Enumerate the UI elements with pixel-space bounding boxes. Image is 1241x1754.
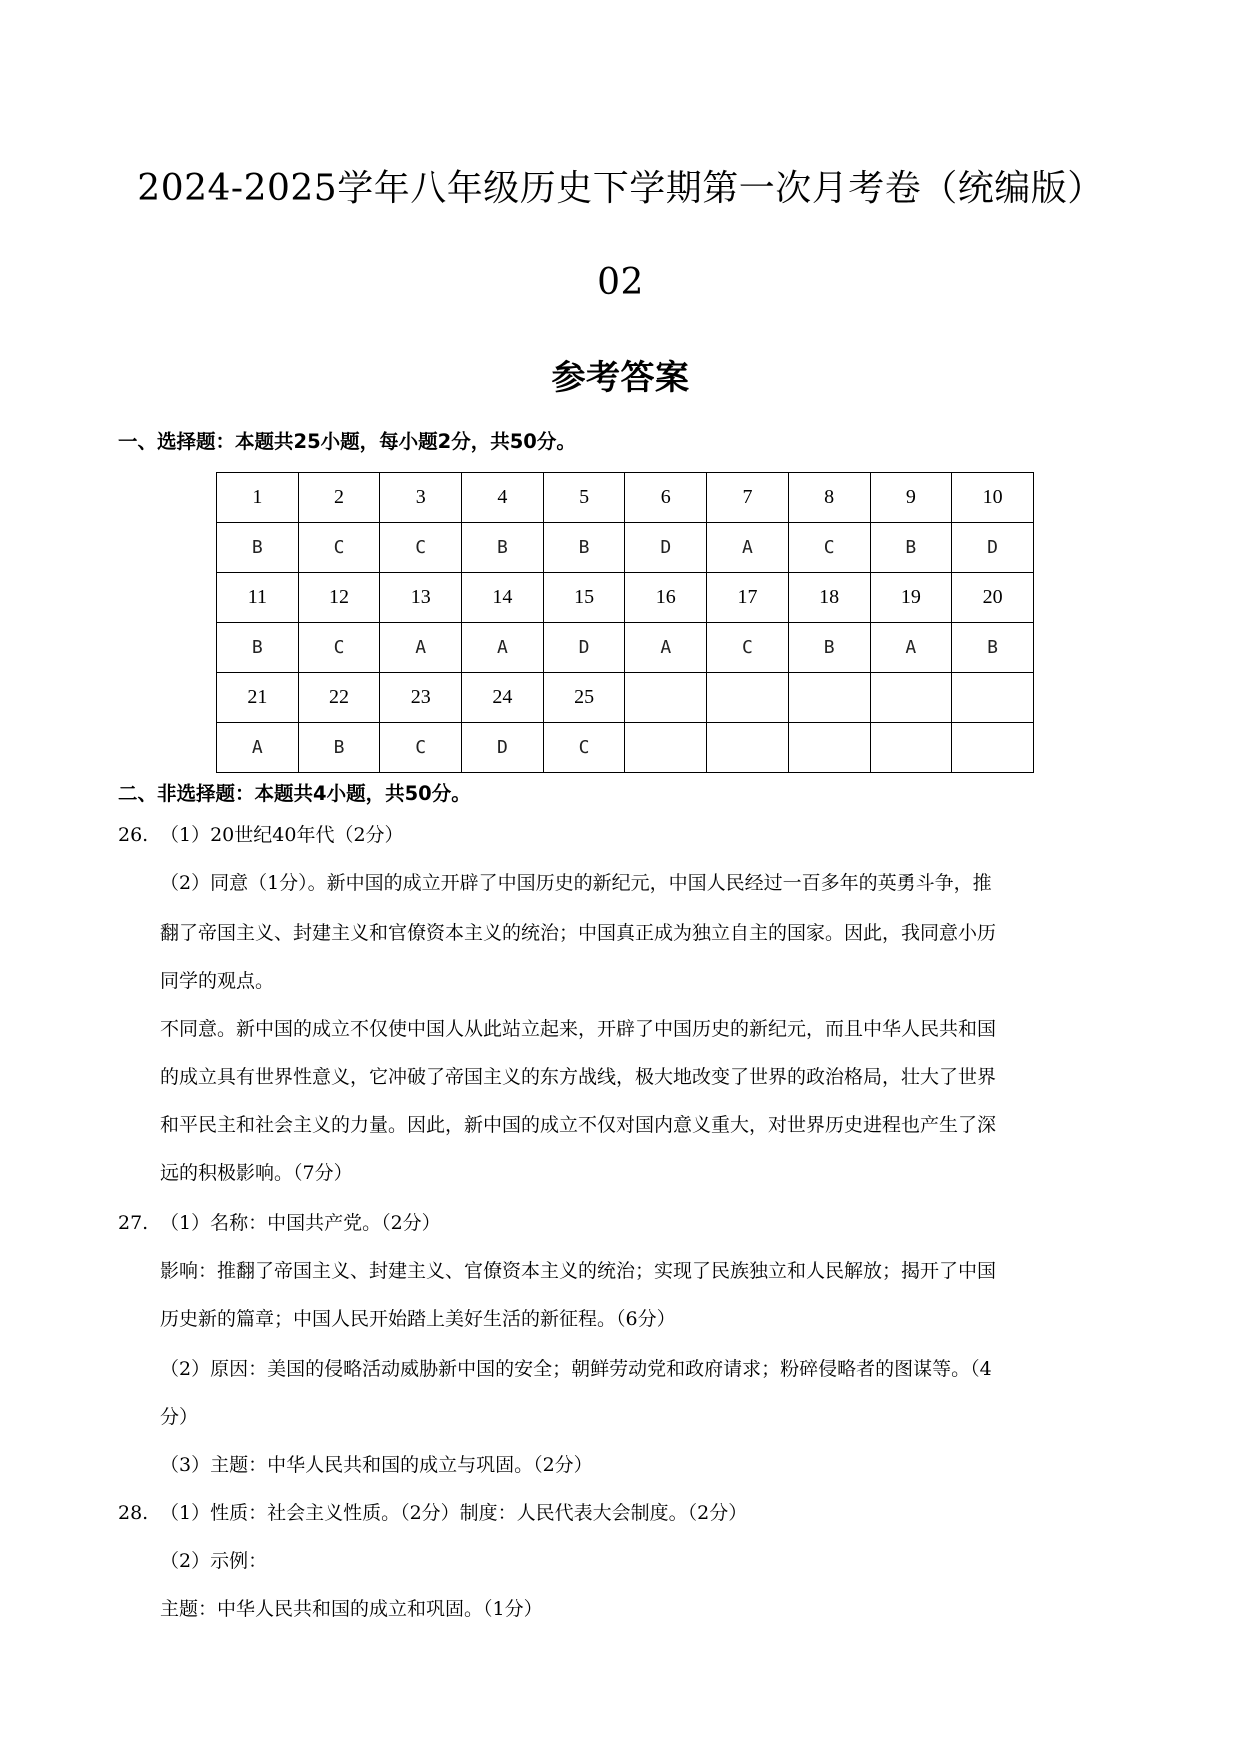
q27-line: 历史新的篇章；中国人民开始踏上美好生活的新征程。（6分） — [160, 1308, 676, 1330]
answer-table — [216, 472, 1034, 773]
question-number-cell: 12 — [298, 573, 380, 623]
question-number-cell: 21 — [217, 673, 299, 723]
q27-line: 影响：推翻了帝国主义、封建主义、官僚资本主义的统治；实现了民族独立和人民解放；揭开了中国 — [160, 1260, 997, 1282]
q26-line: 远的积极影响。（7分） — [160, 1162, 353, 1184]
table-row — [217, 723, 1034, 773]
empty-cell — [870, 673, 952, 723]
table-row — [217, 573, 1034, 623]
question-number-cell: 17 — [707, 573, 789, 623]
answer-cell: C — [788, 523, 870, 573]
answer-cell: A — [380, 623, 462, 673]
answer-cell: C — [380, 523, 462, 573]
question-number-cell: 23 — [380, 673, 462, 723]
question-number-cell: 22 — [298, 673, 380, 723]
q26-line: 同学的观点。 — [160, 970, 275, 992]
section-nonchoice-heading: 二、非选择题：本题共4小题，共50分。 — [118, 782, 471, 805]
question-number-cell: 24 — [462, 673, 544, 723]
q28-line: 主题：中华人民共和国的成立和巩固。（1分） — [160, 1598, 543, 1620]
question-number-cell: 18 — [788, 573, 870, 623]
question-number-cell: 9 — [870, 473, 952, 523]
answer-cell: A — [462, 623, 544, 673]
q26-line: 的成立具有世界性意义，它冲破了帝国主义的东方战线，极大地改变了世界的政治格局，壮大了世界 — [160, 1066, 997, 1088]
answer-cell: B — [870, 523, 952, 573]
q27-line: （1）名称：中国共产党。（2分） — [160, 1212, 441, 1234]
q28-line: （2）示例： — [160, 1550, 268, 1572]
answer-cell: C — [298, 523, 380, 573]
q26-line: 和平民主和社会主义的力量。因此，新中国的成立不仅对国内意义重大，对世界历史进程也产生了深 — [160, 1114, 997, 1136]
empty-cell — [625, 673, 707, 723]
exam-title: 2024-2025学年八年级历史下学期第一次月考卷（统编版） — [137, 168, 1104, 209]
answer-cell: C — [380, 723, 462, 773]
question-number-cell: 15 — [543, 573, 625, 623]
question-number-cell: 14 — [462, 573, 544, 623]
empty-cell — [707, 673, 789, 723]
answer-cell: D — [462, 723, 544, 773]
question-number-cell: 25 — [543, 673, 625, 723]
empty-cell — [625, 723, 707, 773]
question-number-cell: 3 — [380, 473, 462, 523]
answer-heading: 参考答案 — [551, 358, 690, 398]
answer-cell: C — [298, 623, 380, 673]
table-row — [217, 623, 1034, 673]
answer-cell: B — [217, 623, 299, 673]
question-number-cell: 10 — [952, 473, 1034, 523]
question-number-cell: 19 — [870, 573, 952, 623]
q28-line: （1）性质：社会主义性质。（2分）制度：人民代表大会制度。（2分） — [160, 1502, 748, 1524]
answer-cell: D — [543, 623, 625, 673]
answer-cell: B — [217, 523, 299, 573]
section-choice-heading: 一、选择题：本题共25小题，每小题2分，共50分。 — [118, 430, 576, 453]
question-number-cell: 20 — [952, 573, 1034, 623]
question-number-cell: 2 — [298, 473, 380, 523]
empty-cell — [870, 723, 952, 773]
answer-cell: C — [707, 623, 789, 673]
answer-cell: C — [543, 723, 625, 773]
answer-cell: A — [707, 523, 789, 573]
answer-cell: D — [625, 523, 707, 573]
answer-cell: B — [462, 523, 544, 573]
question-number-cell: 11 — [217, 573, 299, 623]
question-number-cell: 16 — [625, 573, 707, 623]
answer-cell: A — [870, 623, 952, 673]
answer-cell: B — [298, 723, 380, 773]
q27-line: 分） — [160, 1406, 199, 1428]
empty-cell — [788, 673, 870, 723]
question-number-26: 26. — [118, 824, 149, 846]
question-number-cell: 8 — [788, 473, 870, 523]
question-number-cell: 13 — [380, 573, 462, 623]
question-number-cell: 6 — [625, 473, 707, 523]
question-number-cell: 4 — [462, 473, 544, 523]
answer-cell: A — [625, 623, 707, 673]
empty-cell — [707, 723, 789, 773]
answer-cell: D — [952, 523, 1034, 573]
q26-line: 不同意。新中国的成立不仅使中国人从此站立起来，开辟了中国历史的新纪元，而且中华人民共和国 — [160, 1018, 997, 1040]
table-row — [217, 523, 1034, 573]
q26-line: （1）20世纪40年代（2分） — [160, 824, 404, 846]
table-row — [217, 473, 1034, 523]
question-number-cell: 5 — [543, 473, 625, 523]
exam-number: 02 — [597, 262, 644, 303]
empty-cell — [952, 723, 1034, 773]
question-number-cell: 1 — [217, 473, 299, 523]
answer-cell: A — [217, 723, 299, 773]
question-number-28: 28. — [118, 1502, 149, 1524]
q26-line: （2）同意（1分）。新中国的成立开辟了中国历史的新纪元，中国人民经过一百多年的英勇斗争，推 — [160, 872, 992, 894]
q27-line: （3）主题：中华人民共和国的成立与巩固。（2分） — [160, 1454, 593, 1476]
empty-cell — [952, 673, 1034, 723]
question-number-cell: 7 — [707, 473, 789, 523]
answer-cell: B — [788, 623, 870, 673]
answer-cell: B — [952, 623, 1034, 673]
answer-cell: B — [543, 523, 625, 573]
table-row — [217, 673, 1034, 723]
question-number-27: 27. — [118, 1212, 149, 1234]
q27-line: （2）原因：美国的侵略活动威胁新中国的安全；朝鲜劳动党和政府请求；粉碎侵略者的图谋等。（4 — [160, 1358, 992, 1380]
q26-line: 翻了帝国主义、封建主义和官僚资本主义的统治；中国真正成为独立自主的国家。因此，我同意小历 — [160, 922, 997, 944]
empty-cell — [788, 723, 870, 773]
